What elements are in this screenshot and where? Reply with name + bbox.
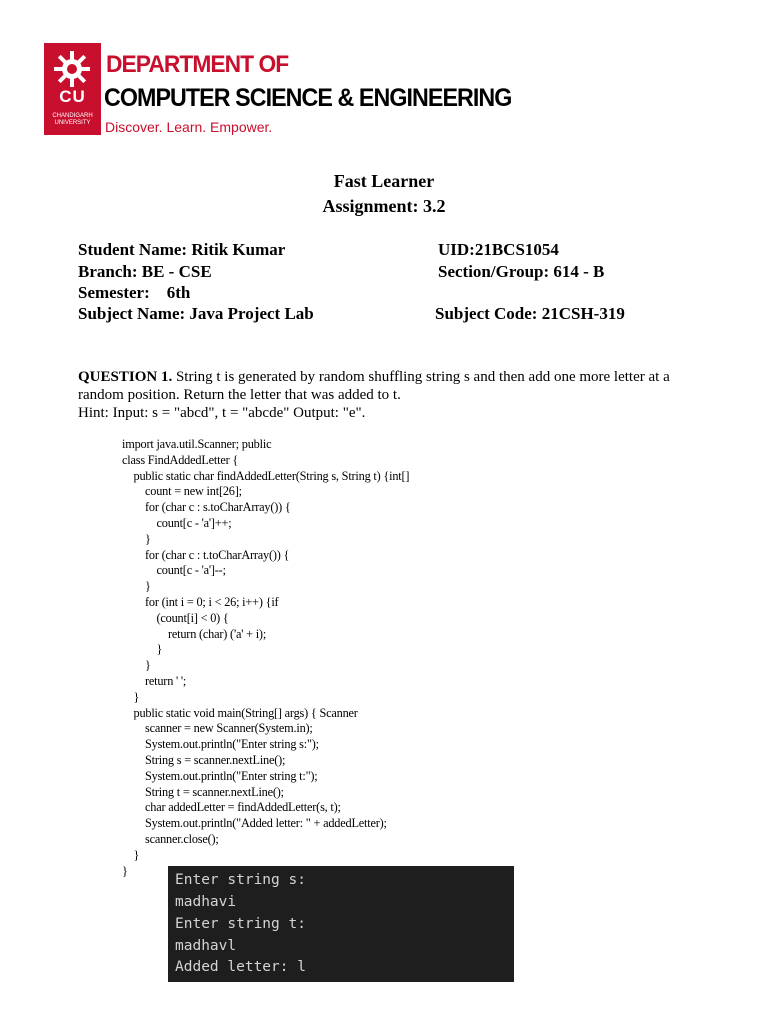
subject-name: Subject Name: Java Project Lab [78,304,314,323]
code-line: } [122,579,151,594]
code-line: } [122,847,140,862]
code-line: char addedLetter = findAddedLetter(s, t); [122,800,341,815]
code-line: System.out.println("Enter string s:"); [122,737,319,752]
console-line: madhavl [175,938,237,954]
assignment-number: Assignment: 3.2 [322,196,446,216]
code-line: for (int i = 0; i < 26; i++) {if [122,594,279,609]
code-line: public static char findAddedLetter(String s, String t) {int[] [122,468,410,483]
console-line: madhavi [175,894,237,910]
code-line: String s = scanner.nextLine(); [122,752,286,767]
console-line: Enter string t: [175,916,306,932]
question-label: QUESTION 1. [78,369,173,385]
student-uid: UID:21BCS1054 [438,240,559,259]
question-block [78,368,698,422]
code-line: } [122,689,140,704]
gear-emblem-icon [52,49,92,89]
code-line: public static void main(String[] args) { Scanner [122,705,358,720]
section-group: Section/Group: 614 - B [438,262,605,281]
subject-code: Subject Code: 21CSH-319 [435,304,625,323]
department-line-1: DEPARTMENT OF [106,51,289,78]
console-line: Enter string s: [175,872,306,888]
code-line: System.out.println("Added letter: " + addedLetter); [122,816,387,831]
code-line: scanner = new Scanner(System.in); [122,721,313,736]
semester: Semester: 6th [78,283,191,302]
question-text: String t is generated by random shuffling string s and then add one more letter at a random position. Return the letter that was added to t. [78,369,670,403]
code-line: scanner.close(); [122,831,219,846]
code-line: class FindAddedLetter { [122,452,239,467]
code-line: count[c - 'a']++; [122,515,232,530]
code-line: } [122,658,151,673]
logo-abbrev: CU [59,87,86,106]
code-line: return ' '; [122,673,187,688]
code-line: count[c - 'a']--; [122,563,226,578]
logo-university-name: CHANDIGARH UNIVERSITY [52,113,93,126]
code-line: } [122,863,128,878]
code-line: (count[i] < 0) { [122,610,229,625]
code-line: System.out.println("Enter string t:"); [122,768,318,783]
code-line: String t = scanner.nextLine(); [122,784,284,799]
console-line: Added letter: l [175,959,306,975]
branch: Branch: BE - CSE [78,262,212,281]
code-line: for (char c : s.toCharArray()) { [122,500,291,515]
code-line: import java.util.Scanner; public [122,437,272,451]
code-listing [122,437,409,879]
code-line: for (char c : t.toCharArray()) { [122,547,290,562]
code-line: return (char) ('a' + i); [122,626,267,641]
document-title: Fast Learner [333,171,435,191]
code-line: } [122,642,163,657]
department-line-2: COMPUTER SCIENCE & ENGINEERING [104,84,512,112]
student-name: Student Name: Ritik Kumar [78,240,286,259]
tagline: Discover. Learn. Empower. [105,119,273,135]
code-line: count = new int[26]; [122,484,242,499]
question-hint: Hint: Input: s = "abcd", t = "abcde" Output: "e". [78,405,366,421]
university-logo [44,43,101,135]
console-output [168,866,514,982]
code-line: } [122,531,151,546]
